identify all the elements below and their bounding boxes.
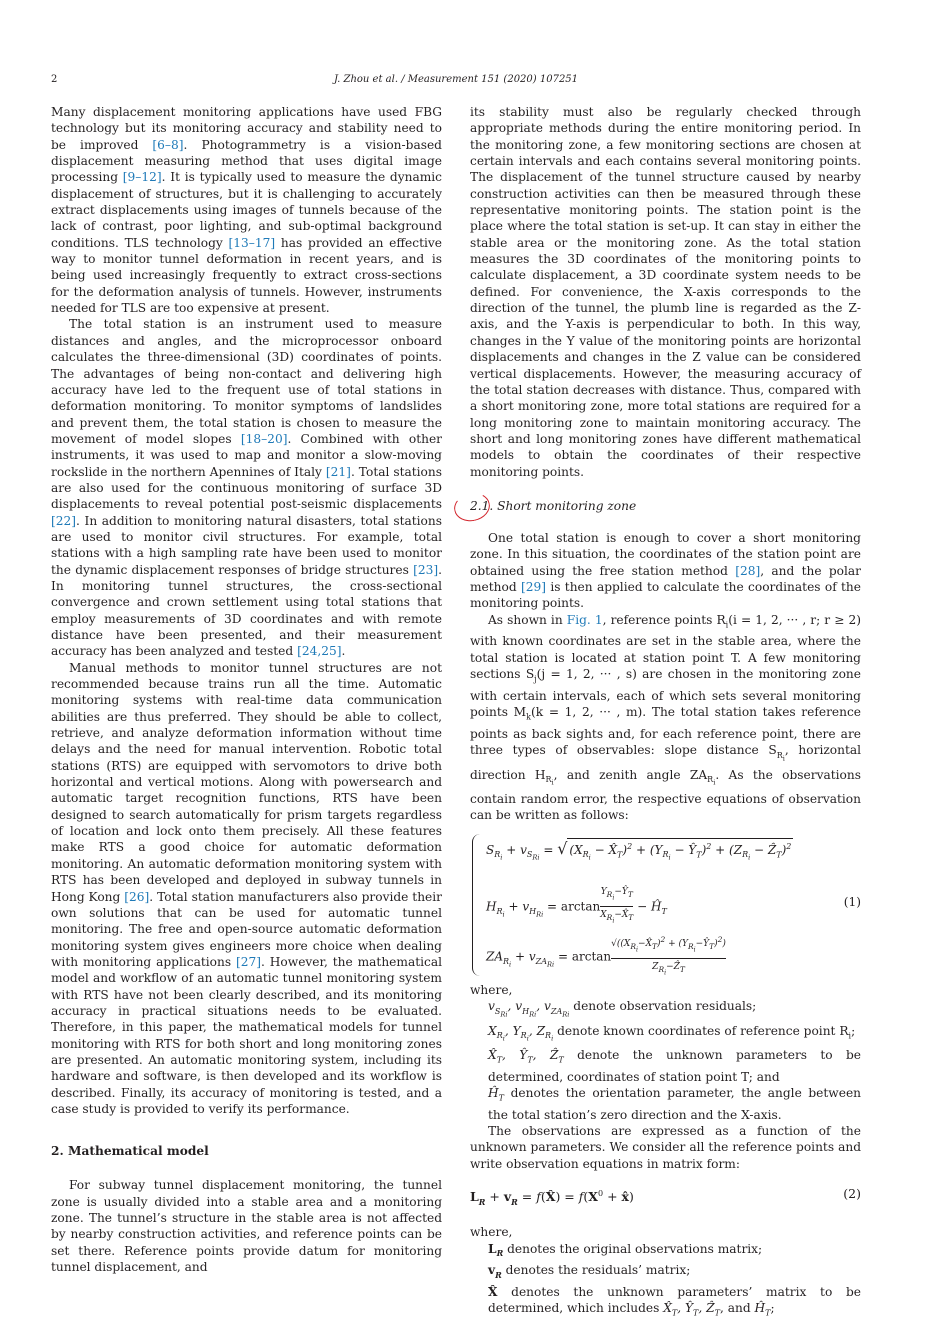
equation-line-direction: $H_{R_i} + v_{H_{Ri}} = \arctan$ $Y_{R_i}-Ŷ_T$ $X_{R_i}-X̂_T$ − $Ĥ_T$ (486, 884, 667, 930)
citation-link[interactable]: [6–8] (152, 138, 183, 152)
definitions-list (470, 998, 861, 1123)
paragraph: For subway tunnel displacement monitoring, the tunnel zone is usually divided into a stable area and a monitoring zone. The tunnel’s structure in the stable area is not affected by nearby construction activities, and reference points can be set there. Reference points provide datum for monitoring tunnel displacement, and (51, 1177, 442, 1275)
equation-2 (470, 1186, 861, 1212)
paragraph: One total station is enough to cover a short monitoring zone. In this situation, the coordinates of the station point are obtained using the free station method [28], and the polar method [29] is then applied to calculate the coordinates of the monitoring points. (470, 530, 861, 612)
section-heading: 2. Mathematical model (51, 1143, 442, 1159)
definition-item: $X̂_T$, $Ŷ_T$, Ẑ$_T$ denote the unknown parameters to be determined, coordinates of station point T; and (470, 1047, 861, 1085)
definition-item: $v_{S_{Ri}}$, $v_{H_{Ri}}$, $v_{ZA_{Ri}}$ denote observation residuals; (470, 998, 861, 1022)
definition-item: $Ĥ_T$ denotes the orientation parameter, the angle between the total station’s zero direction and the X-axis. (470, 1085, 861, 1123)
citation-link[interactable]: [27] (236, 955, 261, 969)
paragraph: The observations are expressed as a function of the unknown parameters. We consider all the reference points and write observation equations in matrix form: (470, 1123, 861, 1172)
citation-link[interactable]: [28] (735, 564, 760, 578)
journal-citation: J. Zhou et al. / Measurement 151 (2020) 107251 (51, 74, 861, 85)
citation-link[interactable]: [24,25] (297, 644, 341, 658)
paragraph: its stability must also be regularly checked through appropriate methods during the entire monitoring period. In the monitoring zone, a few monitoring sections are chosen at certain intervals and each contains several monitoring points. The displacement of the tunnel structure caused by nearby construction activities can then be measured through these representative monitoring points. The station point is the place where the total station is set-up. It can stay in either the stable area or the monitoring zone. As the total station measures the 3D coordinates of the monitoring points to calculate displacement, a 3D coordinate system needs to be defined. For convenience, the X-axis corresponds to the direction of the tunnel, the plumb line is regarded as the Z-axis, and the Y-axis is perpendicular to both. In this way, changes in the Y value of the monitoring points are horizontal displacements and changes in the Z value can be considered vertical displacements. However, the measuring accuracy of the total station decreases with distance. Thus, compared with a short monitoring zone, more total stations are required for a long monitoring zone to maintain monitoring accuracy. The short and long monitoring zones have different mathematical models to obtain the coordinates of their respective monitoring points. (470, 104, 861, 480)
equation-matrix-form: $L_R + v_R$ = f(X̂) = $f(X^0$ + x̂) (470, 1186, 634, 1211)
citation-link[interactable]: [18–20] (241, 432, 288, 446)
equation-number: (2) (843, 1186, 861, 1202)
subsection-heading: 2.1. Short monitoring zone (470, 498, 861, 514)
left-brace (472, 834, 482, 976)
right-column (470, 104, 861, 1322)
citation-link[interactable]: [13–17] (229, 236, 276, 250)
paragraph: Many displacement monitoring applications have used FBG technology but its monitoring accuracy and stability need to be improved [6–8]. Photogrammetry is a vision-based displacement measuring method that uses digital image processing [9–12]. It is typically used to measure the dynamic displacement of structures, but it is challenging to accurately extract displacements using images of tunnels because of the lack of contrast, poor lighting, and sub-optimal background conditions. TLS technology [13–17] has provided an effective way to monitor tunnel deformation in recent years, and is being used increasingly frequently to extract cross-sections for the deformation analysis of tunnels. However, instruments needed for TLS are too expensive at present. (51, 104, 442, 316)
equation-number: (1) (844, 894, 861, 910)
paragraph: The total station is an instrument used to measure distances and angles, and the microprocessor onboard calculates the three-dimensional (3D) coordinates of points. The advantages of being non-contact and delivering high accuracy have led to the frequent use of total stations in deformation monitoring. To monitor symptoms of landslides and prevent them, the total station is chosen to measure the movement of model slopes [18–20]. Combined with other instruments, it was used to map and monitor a slow-moving rockslide in the northern Apennines of Italy [21]. Total stations are also used for the continuous monitoring of surface 3D displacements to reveal potential post-seismic displacements [22]. In addition to monitoring natural disasters, total stations are used to monitor civil structures. For example, total stations with a high sampling rate have been used to monitor the dynamic displacement responses of bridge structures [23]. In monitoring tunnel structures, the cross-sectional convergence and crown settlement using total stations that employ measurements of 3D coordinates and with remote distance have been presented, and their measurement accuracy has been analyzed and tested [24,25]. (51, 316, 442, 659)
citation-link[interactable]: [23] (413, 563, 438, 577)
page-number: 2 (51, 74, 57, 85)
paragraph: Manual methods to monitor tunnel structures are not recommended because trains run all the time. Automatic monitoring systems with real-time data communication abilities are thus preferred. They should be able to collect, retrieve, and analyze deformation information without time delays and the need for manual intervention. Robotic total stations (RTS) are equipped with servomotors to drive both horizontal and vertical motions. Along with powersearch and automatic target recognition functions, RTS have been designed to search automatically for prism targets regardless of location and lock onto them precisely. All these features make RTS a good choice for automatic deformation monitoring. An automatic deformation monitoring system with RTS has been developed and deployed in subway tunnels in Hong Kong [26]. Total station manufacturers also provide their own solutions that can be used for automatic tunnel monitoring. The free and open-source automatic deformation monitoring system gives engineers more choice when dealing with monitoring applications [27]. However, the mathematical model and workflow of an automatic tunnel monitoring system with RTS have not been clearly described, and its monitoring accuracy in practical situations needs to be evaluated. Therefore, in this paper, the mathematical models for tunnel monitoring with RTS for both short and long monitoring zones are presented. An automatic monitoring system, including its hardware and software, is then developed and its workflow is described. Finally, its accuracy of monitoring is tested, and a case study is provided to verify its performance. (51, 660, 442, 1118)
definition-item: X̂ denotes the unknown parameters’ matrix to be determined, which includes $X̂_T$, $Ŷ_T$, Ẑ$_T$, and $Ĥ_T$; (470, 1284, 861, 1322)
citation-link[interactable]: [21] (326, 465, 351, 479)
equation-line-distance: $S_{R_i} + v_{S_{Ri}}$ = √ ($X_{R_i}$ − $X̂_T)^2 + (Y_{R_i}$ − $Ŷ_T)^2 + (Z_{R_i}$ − Ẑ$_T$)$^2$ (486, 838, 793, 866)
definitions-list (470, 1241, 861, 1322)
paragraph: As shown in Fig. 1, reference points $R_i(i = 1$, 2, ··· , r; r ≥ 2) with known coordinates are set in the stable area, where the total station is located at station point T. A few monitoring sections $S_j(j = 1$, 2, ··· , s) are chosen in the monitoring zone with certain intervals, each of which sets several monitoring points $M_k(k = 1$, 2, ··· , m). The total station takes reference points as back sights and, for each reference point, there are three types of observables: slope distance $S_{R_i}$, horizontal direction $H_{R_i}$, and zenith angle $ZA_{R_i}$. As the observations contain random error, the respective equations of observation can be written as follows: (470, 612, 861, 824)
citation-link[interactable]: [22] (51, 514, 76, 528)
where-label: where, (470, 1224, 861, 1240)
red-circle-annotation (451, 489, 492, 524)
running-header (51, 74, 861, 88)
definition-item: $X_{R_i}$, $Y_{R_i}$, $Z_{R_i}$ denote known coordinates of reference point $R_i$; (470, 1023, 861, 1047)
citation-link[interactable]: [29] (521, 580, 546, 594)
where-label: where, (470, 982, 861, 998)
equation-1 (470, 832, 861, 982)
definition-item: $v_R$ denotes the residuals’ matrix; (470, 1262, 861, 1284)
citation-link[interactable]: [9–12] (123, 170, 162, 184)
left-column (51, 104, 442, 1275)
definition-item: $L_R$ denotes the original observations matrix; (470, 1241, 861, 1263)
equation-line-zenith: $ZA_{R_i} + v_{ZA_{Ri}} = \arctan$ $√((X_{R_i}-X̂_T)^2$ + $(Y_{R_i}-Ŷ_T)^2$) $Z_{R_i}-Ẑ_T$ (486, 932, 726, 982)
figure-link[interactable]: Fig. 1 (567, 613, 603, 627)
citation-link[interactable]: [26] (124, 890, 149, 904)
